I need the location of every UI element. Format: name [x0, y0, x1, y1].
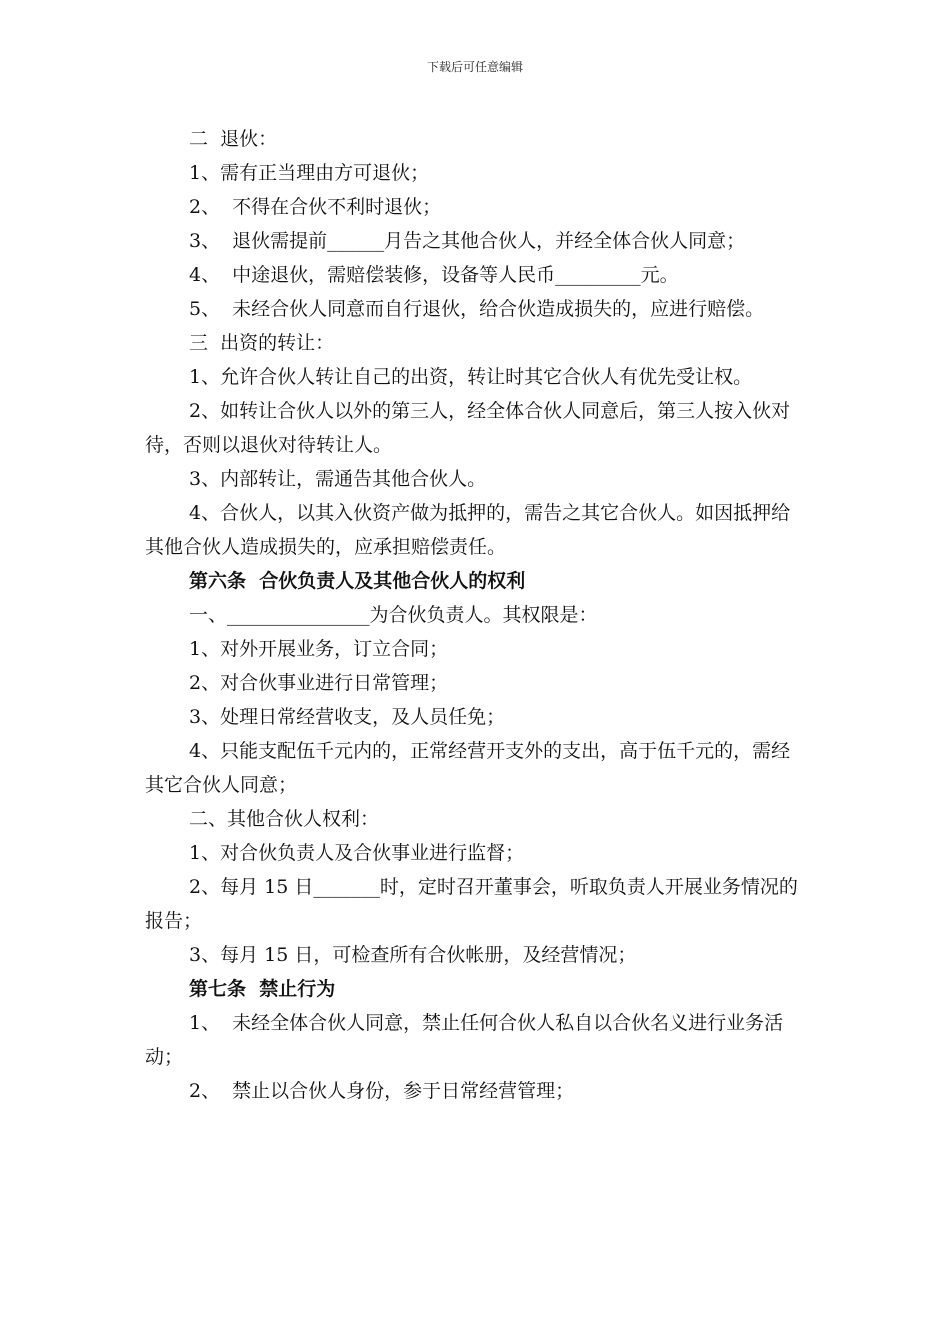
clause-item: 4、只能支配伍千元内的，正常经营开支外的支出，高于伍千元的，需经其它合伙人同意； [145, 740, 791, 796]
clause-item: 4、合伙人，以其入伙资产做为抵押的，需告之其它合伙人。如因抵押给其他合伙人造成损失的，应承担赔偿责任。 [145, 502, 791, 558]
clause-item: 1、需有正当理由方可退伙； [189, 162, 430, 184]
clause-item: 一、_______________为合伙负责人。其权限是： [189, 604, 598, 626]
section-heading-transfer: 三 出资的转让： [189, 332, 335, 354]
document-body [145, 122, 805, 1108]
clause-item: 2、对合伙事业进行日常管理； [189, 672, 449, 694]
clause-item: 3、每月 15 日，可检查所有合伙帐册，及经营情况； [189, 944, 637, 966]
clause-item: 1、 未经全体合伙人同意，禁止任何合伙人私自以合伙名义进行业务活动； [145, 1012, 784, 1068]
clause-item: 3、 退伙需提前______月告之其他合伙人，并经全体合伙人同意； [189, 230, 746, 252]
article-heading-7: 第七条 禁止行为 [189, 978, 336, 1000]
clause-item: 3、内部转让，需通告其他合伙人。 [189, 468, 487, 490]
clause-item: 2、 禁止以合伙人身份，参于日常经营管理； [189, 1080, 575, 1102]
clause-item: 3、处理日常经营收支，及人员任免； [189, 706, 506, 728]
section-heading-withdrawal: 二 退伙： [189, 128, 278, 150]
clause-item: 1、对外开展业务，订立合同； [189, 638, 449, 660]
page-header: 下载后可任意编辑 [426, 60, 523, 74]
clause-item: 5、 未经合伙人同意而自行退伙，给合伙造成损失的，应进行赔偿。 [189, 298, 765, 320]
clause-item: 2、 不得在合伙不利时退伙； [189, 196, 442, 218]
clause-item: 2、每月 15 日_______时，定时召开董事会，听取负责人开展业务情况的报告； [145, 876, 798, 932]
clause-item: 2、如转让合伙人以外的第三人，经全体合伙人同意后，第三人按入伙对待，否则以退伙对待转让人。 [145, 400, 791, 456]
clause-item: 4、 中途退伙，需赔偿装修，设备等人民币_________元。 [189, 264, 679, 286]
clause-item: 1、对合伙负责人及合伙事业进行监督； [189, 842, 525, 864]
clause-item: 二、其他合伙人权利： [189, 808, 380, 830]
article-heading-6: 第六条 合伙负责人及其他合伙人的权利 [189, 570, 526, 592]
clause-item: 1、允许合伙人转让自己的出资，转让时其它合伙人有优先受让权。 [189, 366, 753, 388]
